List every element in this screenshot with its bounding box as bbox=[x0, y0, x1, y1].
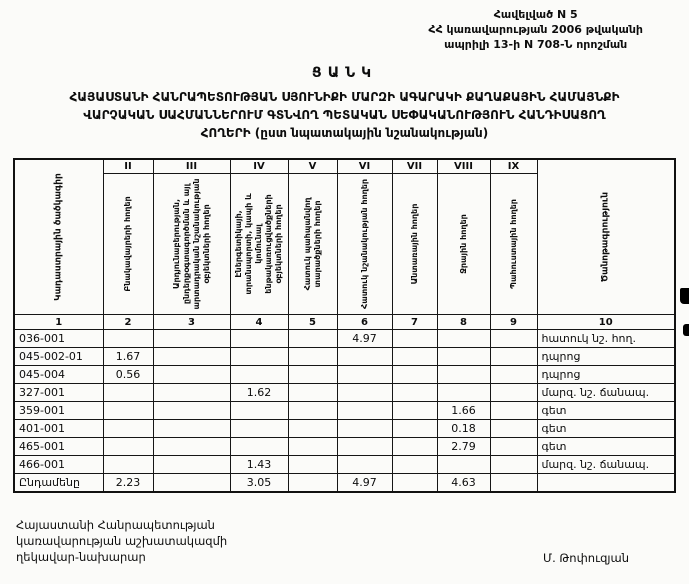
area-value-cell bbox=[288, 438, 337, 456]
note-cell: հատուկ նշ. հող. bbox=[537, 330, 675, 348]
column-number: 2 bbox=[103, 315, 153, 330]
area-value-cell bbox=[392, 384, 437, 402]
document-title: ՑԱՆԿ bbox=[311, 64, 378, 81]
header-label: Էներգետիկայի, տրանսպորտի, կապի և կոմունալ ենթակառուցվածքների օբյեկտների հողեր bbox=[234, 193, 283, 295]
table-row bbox=[14, 438, 675, 456]
area-value-cell bbox=[490, 348, 537, 366]
scan-artifact bbox=[680, 288, 689, 304]
signatory-title-line: կառավարության աշխատակազմի bbox=[16, 533, 228, 548]
subtitle-line: ՎԱՐՉԱԿԱՆ ՍԱՀՄԱՆՆԵՐՈՒՄ ԳՏՆՎՈՂ ՊԵՏԱԿԱՆ ՍԵՓԱԿԱՆՈՒԹՅՈՒՆ ՀԱՆԴԻՍԱՑՈՂ bbox=[83, 107, 606, 122]
area-value-cell bbox=[230, 366, 288, 384]
note-cell: գետ bbox=[537, 402, 675, 420]
area-value-cell bbox=[103, 456, 153, 474]
cadastral-code-cell: 045-002-01 bbox=[14, 348, 103, 366]
column-number: 4 bbox=[230, 315, 288, 330]
column-number: 10 bbox=[537, 315, 675, 330]
area-value-cell bbox=[392, 474, 437, 492]
area-value-cell: 1.43 bbox=[230, 456, 288, 474]
column-number: 7 bbox=[392, 315, 437, 330]
roman-numeral-row bbox=[14, 159, 675, 174]
area-value-cell bbox=[230, 348, 288, 366]
header-water-lands bbox=[437, 174, 490, 315]
area-value-cell: 2.79 bbox=[437, 438, 490, 456]
cadastral-code-cell: 359-001 bbox=[14, 402, 103, 420]
area-value-cell bbox=[230, 438, 288, 456]
roman-numeral: VII bbox=[392, 159, 437, 174]
note-cell: դպրոց bbox=[537, 366, 675, 384]
area-value-cell bbox=[288, 420, 337, 438]
area-value-cell: 1.62 bbox=[230, 384, 288, 402]
header-note-label: Ծանոթագրություն bbox=[600, 191, 611, 282]
area-value-cell bbox=[153, 438, 230, 456]
area-value-cell bbox=[230, 420, 288, 438]
area-value-cell bbox=[153, 348, 230, 366]
area-value-cell bbox=[337, 402, 392, 420]
area-value-cell: 0.56 bbox=[103, 366, 153, 384]
area-value-cell bbox=[153, 402, 230, 420]
note-cell: գետ bbox=[537, 420, 675, 438]
roman-numeral: IV bbox=[230, 159, 288, 174]
area-value-cell: 2.23 bbox=[103, 474, 153, 492]
area-value-cell: 1.66 bbox=[437, 402, 490, 420]
header-note bbox=[537, 159, 675, 315]
table-row bbox=[14, 348, 675, 366]
note-cell: մարզ. նշ. ճանապ. bbox=[537, 384, 675, 402]
roman-numeral: VI bbox=[337, 159, 392, 174]
area-value-cell bbox=[288, 348, 337, 366]
area-value-cell bbox=[103, 330, 153, 348]
area-value-cell: 0.18 bbox=[437, 420, 490, 438]
area-value-cell: 4.63 bbox=[437, 474, 490, 492]
appendix-line: ապրիլի 13-ի N 708-Ն որոշման bbox=[444, 37, 628, 51]
header-label: Պահուստային հողեր bbox=[508, 199, 518, 289]
area-value-cell bbox=[103, 420, 153, 438]
signatory-title-line: Հայաստանի Հանրապետության bbox=[16, 517, 215, 532]
footer bbox=[16, 517, 629, 565]
area-value-cell bbox=[392, 420, 437, 438]
column-number: 5 bbox=[288, 315, 337, 330]
area-value-cell bbox=[288, 474, 337, 492]
scan-artifact bbox=[683, 324, 689, 336]
column-number: 1 bbox=[14, 315, 103, 330]
note-cell: գետ bbox=[537, 438, 675, 456]
signatory-title-block bbox=[16, 517, 227, 565]
header-forest-lands bbox=[392, 174, 437, 315]
roman-numeral: VIII bbox=[437, 159, 490, 174]
area-value-cell bbox=[392, 348, 437, 366]
cadastral-code-cell: 401-001 bbox=[14, 420, 103, 438]
area-value-cell: 4.97 bbox=[337, 474, 392, 492]
table-row bbox=[14, 420, 675, 438]
header-infrastructure-lands bbox=[230, 174, 288, 315]
table-row bbox=[14, 474, 675, 492]
header-special-purpose-lands bbox=[337, 174, 392, 315]
area-value-cell bbox=[337, 366, 392, 384]
area-value-cell: 4.97 bbox=[337, 330, 392, 348]
header-residential-lands bbox=[103, 174, 153, 315]
header-label: Անտառային հողեր bbox=[409, 203, 419, 285]
area-value-cell bbox=[490, 456, 537, 474]
area-value-cell bbox=[490, 420, 537, 438]
cadastral-code-cell: Ընդամենը bbox=[14, 474, 103, 492]
header-protected-lands bbox=[288, 174, 337, 315]
area-value-cell bbox=[153, 474, 230, 492]
area-value-cell bbox=[337, 420, 392, 438]
roman-numeral: V bbox=[288, 159, 337, 174]
area-value-cell bbox=[288, 384, 337, 402]
column-number-row bbox=[14, 315, 675, 330]
table-row bbox=[14, 456, 675, 474]
area-value-cell: 1.67 bbox=[103, 348, 153, 366]
area-value-cell bbox=[153, 366, 230, 384]
area-value-cell bbox=[437, 330, 490, 348]
area-value-cell bbox=[437, 384, 490, 402]
header-label: Բնակավայրերի հողեր bbox=[123, 196, 132, 292]
area-value-cell bbox=[392, 438, 437, 456]
appendix-block bbox=[428, 8, 643, 53]
header-cadastral-code bbox=[14, 159, 103, 315]
signatory-title-line: ղեկավար-նախարար bbox=[16, 549, 146, 564]
land-parcels-table bbox=[13, 158, 676, 493]
signature-name: Մ. Թոփուզյան bbox=[543, 550, 629, 565]
area-value-cell bbox=[337, 438, 392, 456]
header-cadastral-code-label: Կադաստրային ծածկագիր bbox=[53, 172, 64, 301]
cadastral-code-cell: 465-001 bbox=[14, 438, 103, 456]
cadastral-code-cell: 045-004 bbox=[14, 366, 103, 384]
area-value-cell bbox=[490, 366, 537, 384]
roman-numeral: IX bbox=[490, 159, 537, 174]
header-label: Ջրային հողեր bbox=[458, 214, 468, 274]
note-cell: դպրոց bbox=[537, 348, 675, 366]
area-value-cell bbox=[288, 402, 337, 420]
column-number: 6 bbox=[337, 315, 392, 330]
area-value-cell bbox=[437, 348, 490, 366]
area-value-cell bbox=[392, 330, 437, 348]
area-value-cell bbox=[337, 384, 392, 402]
area-value-cell bbox=[337, 456, 392, 474]
area-value-cell bbox=[153, 420, 230, 438]
roman-numeral: II bbox=[103, 159, 153, 174]
header-industrial-lands bbox=[153, 174, 230, 315]
note-cell bbox=[537, 474, 675, 492]
document-subtitle bbox=[0, 88, 689, 142]
header-reserve-lands bbox=[490, 174, 537, 315]
cadastral-code-cell: 466-001 bbox=[14, 456, 103, 474]
area-value-cell bbox=[230, 330, 288, 348]
appendix-line: ՀՀ կառավարության 2006 թվականի bbox=[428, 22, 643, 36]
area-value-cell bbox=[490, 330, 537, 348]
area-value-cell bbox=[288, 456, 337, 474]
header-label: Հատուկ պահպանվող տարածքների հողեր bbox=[302, 197, 322, 291]
subtitle-line: ՀՈՂԵՐԻ (ըստ նպատակային նշանակության) bbox=[200, 125, 489, 140]
area-value-cell bbox=[153, 456, 230, 474]
area-value-cell bbox=[490, 474, 537, 492]
table-row bbox=[14, 402, 675, 420]
table-body bbox=[14, 330, 675, 492]
roman-numeral: III bbox=[153, 159, 230, 174]
column-number: 9 bbox=[490, 315, 537, 330]
column-number: 3 bbox=[153, 315, 230, 330]
header-label: Հատուկ նշանակության հողեր bbox=[359, 179, 369, 310]
cadastral-code-cell: 327-001 bbox=[14, 384, 103, 402]
area-value-cell bbox=[437, 366, 490, 384]
area-value-cell bbox=[103, 384, 153, 402]
area-value-cell bbox=[103, 438, 153, 456]
area-value-cell bbox=[490, 438, 537, 456]
area-value-cell bbox=[153, 384, 230, 402]
area-value-cell bbox=[392, 456, 437, 474]
table-row bbox=[14, 384, 675, 402]
table-row bbox=[14, 366, 675, 384]
area-value-cell bbox=[288, 330, 337, 348]
table-row bbox=[14, 330, 675, 348]
area-value-cell bbox=[103, 402, 153, 420]
area-value-cell bbox=[288, 366, 337, 384]
area-value-cell bbox=[392, 402, 437, 420]
area-value-cell bbox=[437, 456, 490, 474]
appendix-line: Հավելված N 5 bbox=[493, 8, 578, 21]
area-value-cell bbox=[490, 402, 537, 420]
area-value-cell bbox=[153, 330, 230, 348]
area-value-cell bbox=[337, 348, 392, 366]
area-value-cell bbox=[490, 384, 537, 402]
subtitle-line: ՀԱՅԱՍՏԱՆԻ ՀԱՆՐԱՊԵՏՈՒԹՅԱՆ ՍՅՈՒՆԻՔԻ ՄԱՐԶԻ ԱԳԱՐԱԿԻ ՔԱՂԱՔԱՅԻՆ ՀԱՄԱՅՆՔԻ bbox=[69, 89, 620, 104]
note-cell: մարզ. նշ. ճանապ. bbox=[537, 456, 675, 474]
area-value-cell: 3.05 bbox=[230, 474, 288, 492]
area-value-cell bbox=[230, 402, 288, 420]
cadastral-code-cell: 036-001 bbox=[14, 330, 103, 348]
area-value-cell bbox=[392, 366, 437, 384]
column-number: 8 bbox=[437, 315, 490, 330]
header-label: Արդյունաբերության, ընդերքօգտագործման և այլ արտադրական նշանակության օբյեկտների հողեր bbox=[171, 178, 211, 310]
